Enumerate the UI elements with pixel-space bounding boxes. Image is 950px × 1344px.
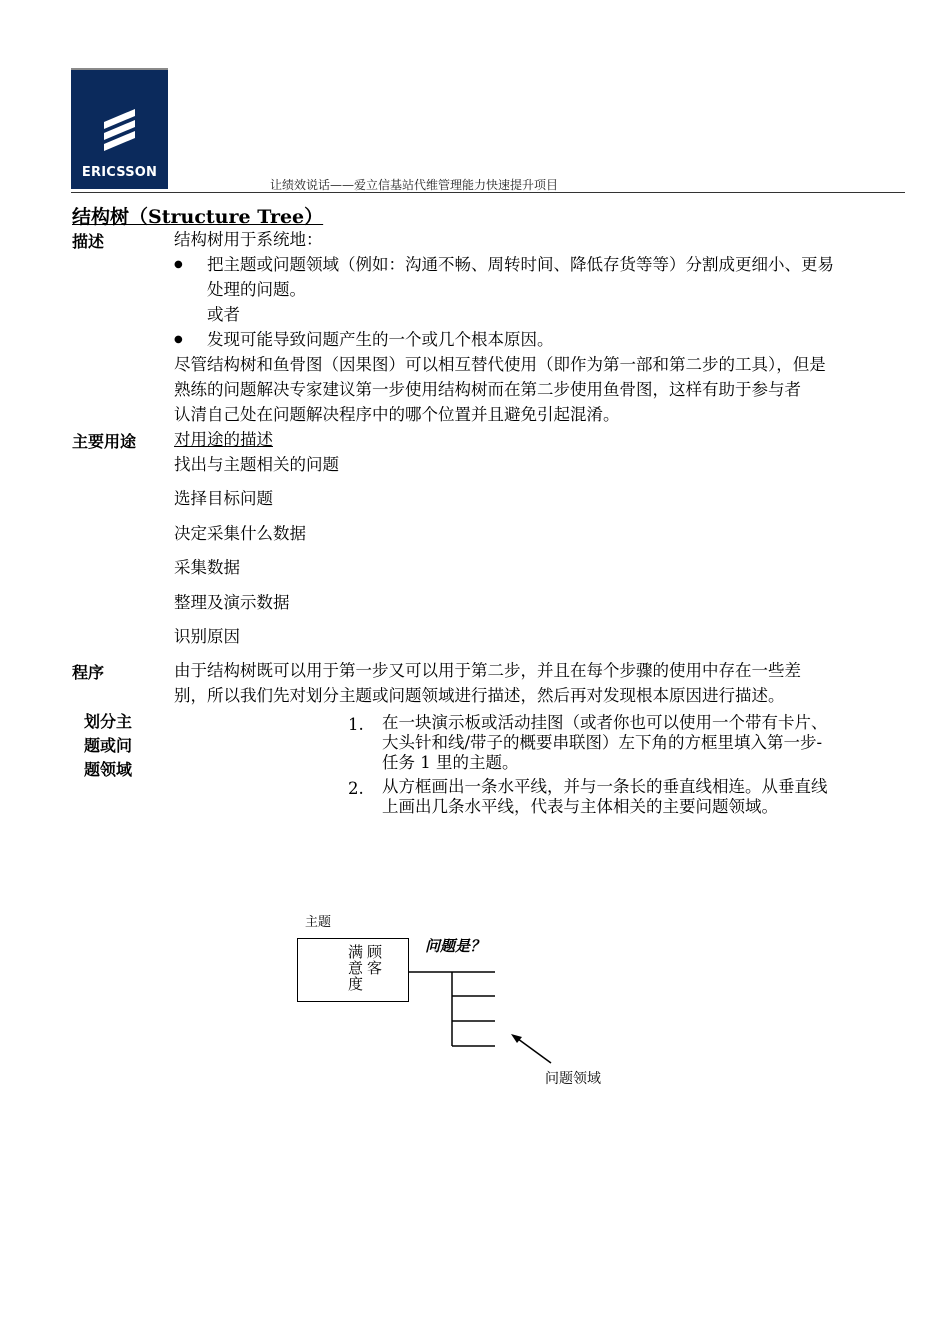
description-para-line3: 认清自己处在问题解决程序中的哪个位置并且避免引起混淆。: [174, 405, 620, 424]
step-number: 1.: [348, 715, 364, 734]
step-1-text: [382, 713, 828, 773]
question-label: 问题是？: [425, 937, 486, 955]
step-2-text: [382, 777, 828, 817]
header-divider: [71, 192, 905, 193]
procedure-line1: 由于结构树既可以用于第一步又可以用于第二步，并且在每个步骤的使用中存在一些差: [174, 661, 801, 680]
page-title: 结构树（Structure Tree）: [72, 206, 324, 228]
procedure-line2: 别，所以我们先对划分主题或问题领域进行描述，然后再对发现根本原因进行描述。: [174, 686, 785, 705]
bullet-icon: ●: [174, 259, 183, 270]
topic-box-text: 满意度: [346, 944, 364, 992]
step-line: 从方框画出一条水平线，并与一条长的垂直线相连。从垂直线: [382, 777, 828, 796]
logo-wordmark: ERICSSON: [81, 165, 158, 180]
step-line: 在一块演示板或活动挂图（或者你也可以使用一个带有卡片、: [382, 713, 828, 732]
divide-label-line: 题或问: [84, 736, 133, 755]
bullet2-text: 发现可能导致问题产生的一个或几个根本原因。: [207, 330, 554, 349]
running-header: 让绩效说话——爱立信基站代维管理能力快速提升项目: [270, 178, 559, 192]
uses-heading: 对用途的描述: [174, 430, 273, 449]
description-intro: 结构树用于系统地：: [174, 230, 323, 249]
step-line: 任务 1 里的主题。: [382, 753, 519, 772]
arrow-line: [514, 1036, 551, 1063]
step-line: 大头针和线/带子的概要串联图）左下角的方框里填入第一步-: [382, 733, 823, 752]
uses-item: 决定采集什么数据: [174, 524, 306, 543]
divide-label: [84, 710, 132, 782]
uses-item: 识别原因: [174, 627, 240, 646]
divide-label-line: 划分主: [84, 712, 133, 731]
step-line: 上画出几条水平线，代表与主体相关的主要问题领域。: [382, 797, 778, 816]
ericsson-mark-icon: [71, 70, 168, 165]
step-number: 2.: [348, 779, 364, 798]
description-label: 描述: [72, 232, 105, 251]
topic-box-text: 顾客: [365, 944, 383, 976]
bullet1-line1: 把主题或问题领域（例如：沟通不畅、周转时间、降低存货等等）分割成更细小、更易: [207, 255, 834, 274]
uses-item: 选择目标问题: [174, 489, 273, 508]
ericsson-logo: [71, 68, 168, 189]
description-para-line1: 尽管结构树和鱼骨图（因果图）可以相互替代使用（即作为第一部和第二步的工具），但是: [174, 355, 826, 374]
procedure-label: 程序: [72, 663, 105, 682]
description-para-line2: 熟练的问题解决专家建议第一步使用结构树而在第二步使用鱼骨图，这样有助于参与者: [174, 380, 801, 399]
uses-item: 采集数据: [174, 558, 240, 577]
bullet-icon: ●: [174, 334, 183, 345]
bullet1-line2: 处理的问题。: [207, 280, 306, 299]
divide-label-line: 题领域: [84, 760, 133, 779]
topic-label: 主题: [305, 915, 332, 930]
uses-label: 主要用途: [72, 432, 137, 451]
area-label: 问题领域: [545, 1071, 601, 1087]
or-text: 或者: [207, 305, 240, 324]
structure-tree-lines: [400, 960, 570, 1070]
arrow-head-icon: [511, 1034, 522, 1043]
uses-item: 整理及演示数据: [174, 593, 290, 612]
uses-item: 找出与主题相关的问题: [174, 455, 339, 474]
